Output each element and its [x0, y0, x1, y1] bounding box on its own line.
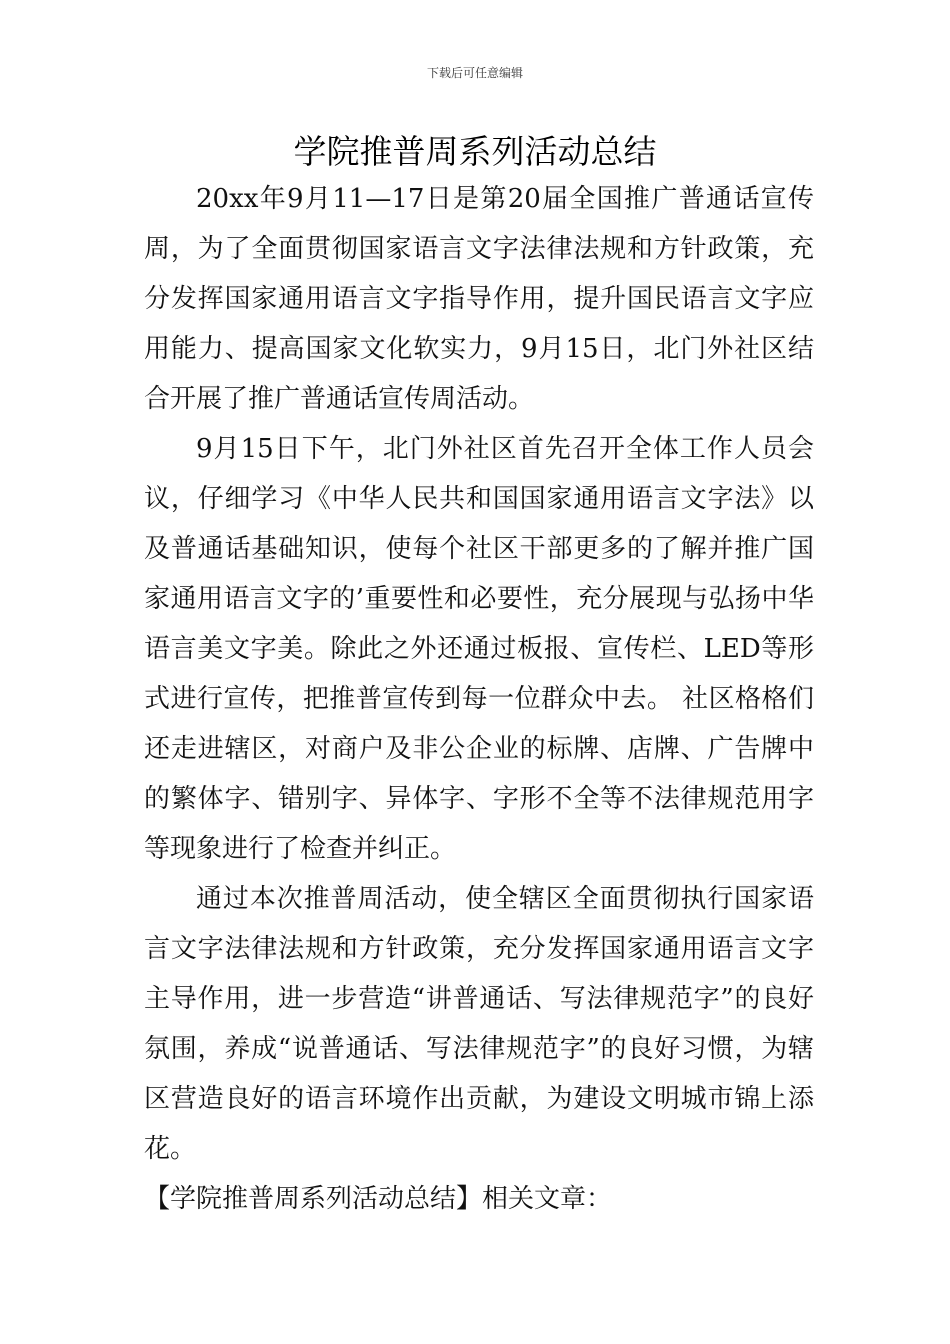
document-body	[144, 174, 814, 1224]
paragraph: 通过本次推普周活动，使全辖区全面贯彻执行国家语言文字法律法规和方针政策，充分发挥国家通用语言文字主导作用，进一步营造“讲普通话、写法律规范字”的良好氛围，养成“说普通话、写法律规范字”的良好习惯，为辖区营造良好的语言环境作出贡献，为建设文明城市锦上添花。	[144, 884, 814, 1164]
related-articles-heading: 【学院推普周系列活动总结】相关文章：	[144, 1184, 613, 1214]
document-title: 学院推普周系列活动总结	[293, 132, 657, 171]
paragraph: 20xx年9月11—17日是第20届全国推广普通话宣传周，为了全面贯彻国家语言文字法律法规和方针政策，充分发挥国家通用语言文字指导作用，提升国民语言文字应用能力、提高国家文化软实力，9月15日，北门外社区结合开展了推广普通话宣传周活动。	[144, 184, 814, 414]
header-note: 下载后可任意编辑	[426, 66, 523, 80]
paragraph: 9月15日下午，北门外社区首先召开全体工作人员会议，仔细学习《中华人民共和国国家通用语言文字法》以及普通话基础知识，使每个社区干部更多的了解并推广国家通用语言文字的’重要性和必要性，充分展现与弘扬中华语言美文字美。除此之外还通过板报、宣传栏、LED等形式进行宣传，把推普宣传到每一位群众中去。 社区格格们还走进辖区，对商户及非公企业的标牌、店牌、广告牌中的繁体字、错别字、异体字、字形不全等不法律规范用字等现象进行了检查并纠正。	[144, 434, 814, 864]
